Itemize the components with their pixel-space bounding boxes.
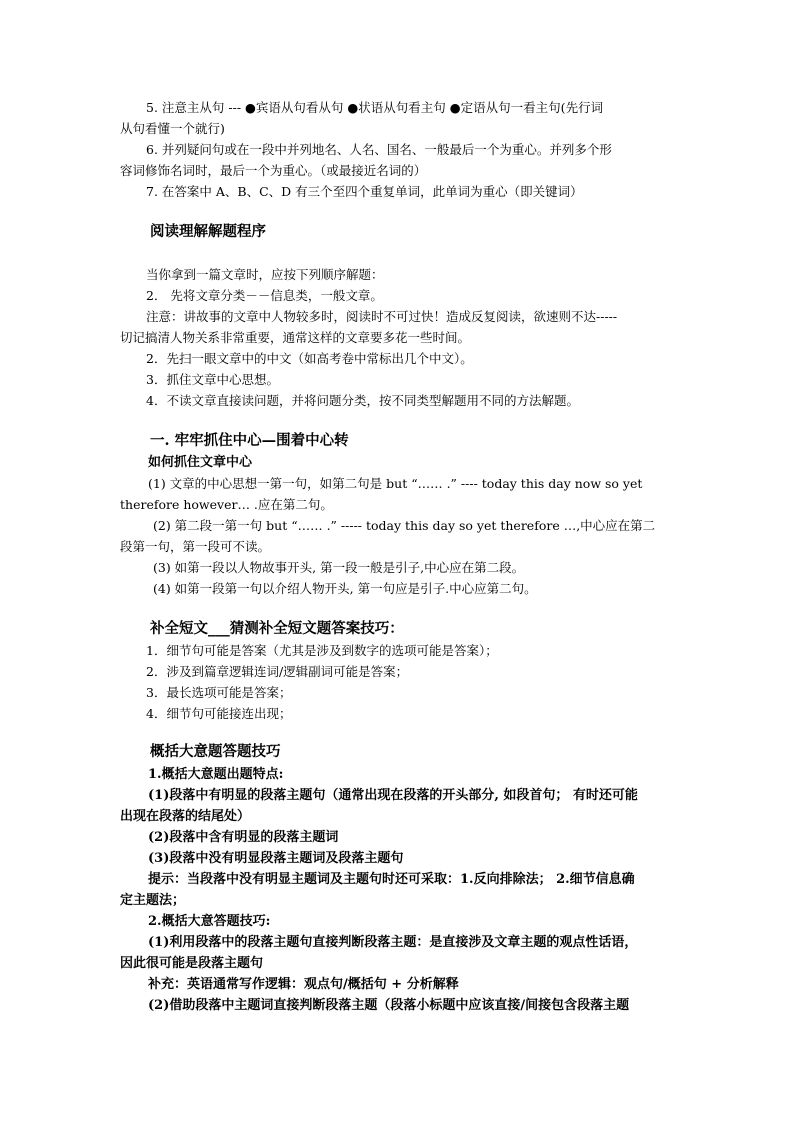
gist-supplement: 补充：英语通常写作逻辑：观点句/概括句 + 分析解释: [148, 977, 459, 992]
procedure-step-4: 4．不读文章直接读问题，并将问题分类，按不同类型解题用不同的方法解题。: [146, 393, 579, 408]
procedure-note-line-1: 注意：讲故事的文章中人物较多时，阅读时不可过快！造成反复阅读，欲速则不达-----: [146, 309, 618, 324]
center-point-3: (3) 如第一段以人物故事开头, 第一段一般是引子,中心应在第二段。: [153, 560, 525, 575]
gist-features-title: 1.概括大意题出题特点:: [148, 767, 284, 782]
center-point-4: (4) 如第一段第一句以介绍人物开头, 第一句应是引子.中心应第二句。: [153, 581, 537, 596]
gist-tip-line-2: 定主题法；: [120, 893, 186, 908]
gist-skill-1-line-1: (1)利用段落中的段落主题句直接判断段落主题：是直接涉及文章主题的观点性话语，: [148, 935, 638, 950]
procedure-step-1: 2． 先将文章分类－－信息类，一般文章。: [146, 288, 383, 303]
rule-5-line-1: 5. 注意主从句 --- ●宾语从句看从句 ●状语从句看主句 ●定语从句一看主句(先行词: [146, 100, 604, 115]
gist-skill-1-line-2: 因此很可能是段落主题句: [120, 956, 264, 971]
gist-feature-1-line-2: 出现在段落的结尾处）: [120, 809, 251, 824]
procedure-heading: 阅读理解解题程序: [150, 223, 266, 240]
fill-tip-1: 1．细节句可能是答案（尤其是涉及到数字的选项可能是答案）；: [146, 643, 498, 658]
gist-feature-2: (2)段落中含有明显的段落主题词: [148, 830, 339, 845]
fill-tip-3: 3．最长选项可能是答案；: [146, 685, 292, 700]
procedure-note-line-2: 切记搞清人物关系非常重要，通常这样的文章要多花一些时间。: [120, 330, 471, 345]
procedure-intro: 当你拿到一篇文章时，应按下列顺序解题：: [146, 267, 384, 282]
rule-7: 7. 在答案中 A、B、C、D 有三个至四个重复单词，此单词为重心（即关键词）: [146, 184, 583, 199]
procedure-step-3: 3．抓住文章中心思想。: [146, 372, 279, 387]
gist-heading: 概括大意题答题技巧: [150, 743, 281, 760]
gist-feature-3: (3)段落中没有明显段落主题词及段落主题句: [148, 851, 404, 866]
center-point-1-line-2: therefore however… .应在第二句。: [120, 497, 333, 512]
fill-heading: 补全短文___猜测补全短文题答案技巧：: [150, 620, 404, 637]
rule-5-line-2: 从句看懂一个就行): [120, 121, 225, 136]
center-heading: 一. 牢牢抓住中心—围着中心转: [150, 432, 349, 449]
fill-tip-4: 4．细节句可能接连出现；: [146, 706, 292, 721]
gist-tip-line-1: 提示：当段落中没有明显主题词及主题句时还可采取：1.反向排除法； 2.细节信息确: [148, 872, 635, 887]
center-point-2-line-1: (2) 第二段一第一句 but “…… .” ----- today this day so yet therefore …,中心应在第二: [153, 518, 656, 533]
center-subheading: 如何抓住文章中心: [148, 455, 253, 470]
fill-tip-2: 2．涉及到篇章逻辑连词/逻辑副词可能是答案；: [146, 664, 409, 679]
center-point-2-line-2: 段第一句，第一段可不读。: [120, 539, 271, 554]
center-point-1-line-1: (1) 文章的中心思想一第一句，如第二句是 but “…… .” ---- today this day now so yet: [148, 476, 643, 491]
rule-6-line-2: 容词修饰名词时，最后一个为重心。（或最接近名词的）: [120, 163, 427, 178]
procedure-step-2: 2．先扫一眼文章中的中文（如高考卷中常标出几个中文）。: [146, 351, 473, 366]
gist-skill-2-line-1: (2)借助段落中主题词直接判断段落主题（段落小标题中应该直接/间接包含段落主题: [148, 998, 630, 1013]
rule-6-line-1: 6. 并列疑问句或在一段中并列地名、人名、国名、一般最后一个为重心。并列多个形: [146, 142, 612, 157]
gist-feature-1-line-1: (1)段落中有明显的段落主题句（通常出现在段落的开头部分, 如段首句； 有时还可能: [148, 788, 638, 803]
gist-skills-title: 2.概括大意答题技巧:: [148, 914, 271, 929]
